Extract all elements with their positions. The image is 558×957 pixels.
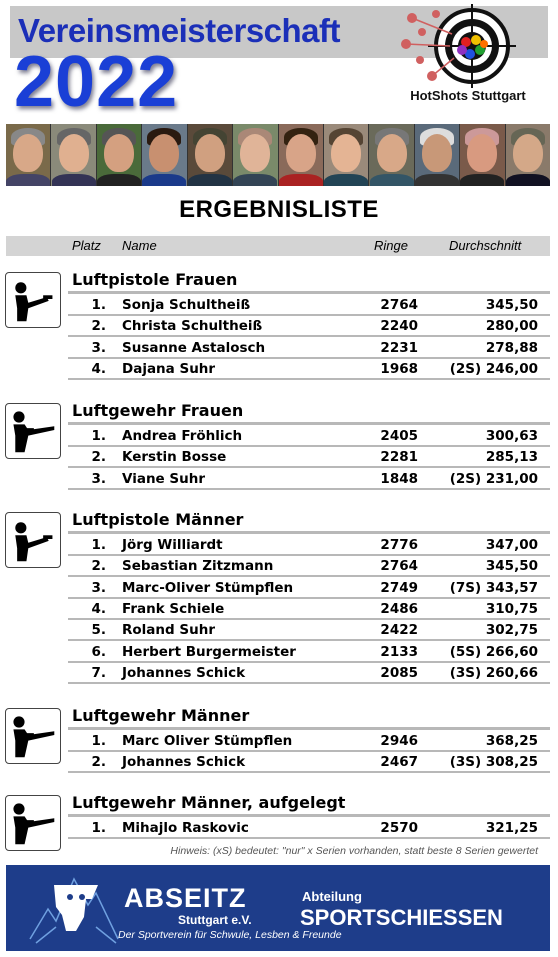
athlete-name: Kerstin Bosse [122,449,227,466]
placement: 4. [91,360,106,377]
average-score: 321,25 [485,820,538,836]
placement: 2. [91,754,106,771]
club-tagline: Der Sportverein für Schwule, Lesben & Freunde [118,929,342,941]
athlete-name: Andrea Fröhlich [122,428,243,444]
average-score: 302,75 [485,622,538,639]
athlete-name: Marc Oliver Stümpflen [122,733,293,749]
section-title: Luftpistole Frauen [72,270,238,289]
section-title: Luftgewehr Männer, aufgelegt [72,793,346,812]
ring-total: 2085 [380,664,418,681]
pistol-shooter-icon [5,512,61,568]
rifle-shooter-icon [5,795,61,851]
page-title: Vereinsmeisterschaft [18,12,341,49]
placement: 6. [91,643,106,660]
section-title: Luftgewehr Männer [72,706,250,725]
average-score: (2S) 246,00 [449,360,538,377]
footnote: Hinweis: (xS) bedeutet: "nur" x Serien vorhanden, statt beste 8 Serien gewertet [170,845,538,857]
placement: 7. [91,664,106,681]
result-row [68,620,550,641]
athlete-name: Roland Suhr [122,622,215,639]
ring-total: 2486 [380,600,418,617]
result-row [68,663,550,684]
header [0,0,558,120]
club-sub: Stuttgart e.V. [178,913,252,927]
placement: 1. [91,297,106,313]
ring-total: 2570 [380,820,418,836]
member-photo [6,124,51,186]
athlete-name: Johannes Schick [122,754,246,771]
section-title: Luftgewehr Frauen [72,401,244,420]
result-row [68,469,550,490]
ring-total: 2776 [380,537,418,553]
results-heading: ERGEBNISLISTE [179,196,379,223]
member-photo [97,124,142,186]
member-photo [369,124,414,186]
section-title: Luftpistole Männer [72,510,244,529]
placement: 1. [91,733,106,749]
result-row [68,426,550,447]
department-name: SPORTSCHIESSEN [300,905,503,930]
member-photo [51,124,96,186]
member-photo [142,124,187,186]
result-row [68,818,550,839]
club-name: ABSEITZ [124,883,247,913]
athlete-name: Jörg Williardt [122,537,223,553]
placement: 3. [91,339,106,356]
athlete-name: Dajana Suhr [122,360,216,377]
average-score: 347,00 [485,537,538,553]
rifle-shooter-icon [5,708,61,764]
section-rule [68,814,550,817]
average-score: (3S) 260,66 [449,664,538,681]
member-photo [233,124,278,186]
result-row [68,338,550,359]
athlete-name: Marc-Oliver Stümpflen [122,579,294,596]
placement: 1. [91,820,106,836]
result-row [68,752,550,773]
average-score: 345,50 [485,558,538,575]
department-label: Abteilung [302,889,362,904]
ring-total: 1848 [380,470,418,487]
sponsor-banner [6,865,550,951]
result-row [68,578,550,599]
ring-total: 2467 [380,754,418,771]
result-row [68,295,550,316]
placement: 2. [91,449,106,466]
ring-total: 2405 [380,428,418,444]
result-row [68,731,550,752]
average-score: (3S) 308,25 [449,754,538,771]
ring-total: 2231 [380,339,418,356]
ring-total: 2281 [380,449,418,466]
result-row [68,556,550,577]
athlete-name: Johannes Schick [122,664,246,681]
athlete-name: Frank Schiele [122,600,225,617]
average-score: 368,25 [485,733,538,749]
member-photo [415,124,460,186]
result-row [68,359,550,380]
result-row [68,316,550,337]
placement: 2. [91,318,106,335]
ring-total: 2946 [380,733,418,749]
average-score: (2S) 231,00 [449,470,538,487]
placement: 1. [91,428,106,444]
athlete-name: Sebastian Zitzmann [122,558,274,575]
member-photo [279,124,324,186]
section-rule [68,291,550,294]
member-photo [460,124,505,186]
abseitz-emblem-icon [26,869,122,947]
result-row [68,642,550,663]
placement: 1. [91,537,106,553]
average-score: 285,13 [485,449,538,466]
column-durchschnitt: Durchschnitt [449,238,522,253]
athlete-name: Herbert Burgermeister [122,643,296,660]
ring-total: 2240 [380,318,418,335]
placement: 2. [91,558,106,575]
placement: 3. [91,470,106,487]
section-rule [68,727,550,730]
column-platz: Platz [72,238,101,253]
rifle-shooter-icon [5,403,61,459]
section-rule [68,422,550,425]
placement: 3. [91,579,106,596]
ring-total: 2764 [380,558,418,575]
average-score: (7S) 343,57 [449,579,538,596]
pistol-shooter-icon [5,272,61,328]
column-name: Name [122,238,157,253]
member-photo [188,124,233,186]
placement: 5. [91,622,106,639]
year-title: 2022 [14,42,179,122]
ring-total: 2133 [380,643,418,660]
average-score: (5S) 266,60 [449,643,538,660]
ring-total: 2422 [380,622,418,639]
ring-total: 1968 [380,360,418,377]
athlete-name: Mihajlo Raskovic [122,820,249,836]
average-score: 310,75 [485,600,538,617]
athlete-name: Susanne Astalosch [122,339,266,356]
member-photo [324,124,369,186]
section-rule [68,531,550,534]
average-score: 278,88 [485,339,538,356]
athlete-name: Viane Suhr [122,470,206,487]
column-ringe: Ringe [374,238,408,253]
result-row [68,447,550,468]
placement: 4. [91,600,106,617]
column-header-bar [6,236,550,256]
average-score: 300,63 [485,428,538,444]
result-row [68,535,550,556]
result-row [68,599,550,620]
average-score: 345,50 [485,297,538,313]
logo-caption: HotShots Stuttgart [410,88,526,103]
average-score: 280,00 [485,318,538,335]
ring-total: 2764 [380,297,418,313]
member-photo-strip [6,124,550,186]
athlete-name: Sonja Schultheiß [122,297,251,313]
athlete-name: Christa Schultheiß [122,318,263,335]
member-photo [506,124,550,186]
ring-total: 2749 [380,579,418,596]
